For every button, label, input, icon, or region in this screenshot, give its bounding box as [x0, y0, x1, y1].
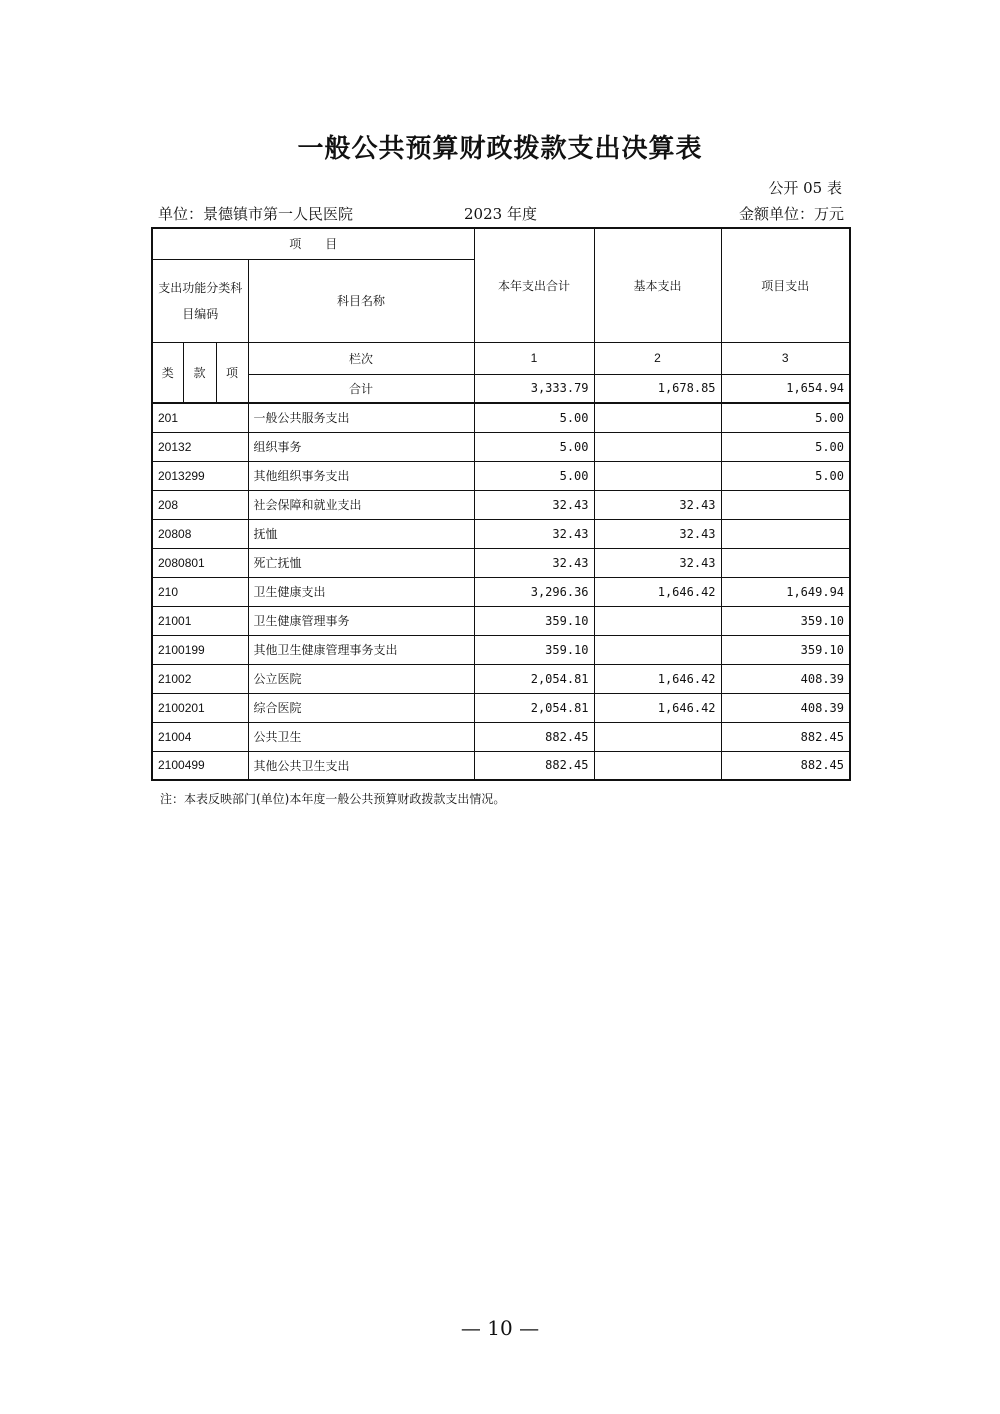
row-total: 5.00	[474, 403, 594, 432]
row-code: 210	[152, 577, 248, 606]
row-basic	[594, 751, 721, 780]
header-basic: 基本支出	[594, 228, 721, 342]
row-code: 2080801	[152, 548, 248, 577]
row-project: 5.00	[721, 461, 850, 490]
row-total: 359.10	[474, 635, 594, 664]
row-subject-name: 其他公共卫生支出	[248, 751, 474, 780]
row-project: 1,649.94	[721, 577, 850, 606]
row-basic: 1,646.42	[594, 664, 721, 693]
report-meta	[158, 203, 844, 225]
row-subject-name: 其他组织事务支出	[248, 461, 474, 490]
row-subject-name: 公共卫生	[248, 722, 474, 751]
column-index-2: 2	[594, 342, 721, 374]
row-project: 882.45	[721, 751, 850, 780]
row-project: 5.00	[721, 403, 850, 432]
money-unit-label: 金额单位：万元	[738, 205, 844, 223]
table-row	[152, 432, 850, 461]
row-subject-name: 一般公共服务支出	[248, 403, 474, 432]
row-project: 359.10	[721, 606, 850, 635]
table-row	[152, 403, 850, 432]
row-basic: 1,646.42	[594, 693, 721, 722]
row-code: 21004	[152, 722, 248, 751]
table-row	[152, 461, 850, 490]
row-project	[721, 548, 850, 577]
row-project: 359.10	[721, 635, 850, 664]
row-code: 2100201	[152, 693, 248, 722]
year-label: 2023 年度	[464, 205, 537, 223]
row-total: 32.43	[474, 490, 594, 519]
row-subject-name: 组织事务	[248, 432, 474, 461]
row-total: 882.45	[474, 722, 594, 751]
row-basic: 32.43	[594, 519, 721, 548]
table-row	[152, 722, 850, 751]
row-code: 20808	[152, 519, 248, 548]
row-basic	[594, 635, 721, 664]
row-project: 408.39	[721, 693, 850, 722]
row-project: 882.45	[721, 722, 850, 751]
sum-project: 1,654.94	[721, 374, 850, 403]
table-row	[152, 519, 850, 548]
row-total: 5.00	[474, 432, 594, 461]
table-row	[152, 577, 850, 606]
row-basic: 1,646.42	[594, 577, 721, 606]
row-total: 359.10	[474, 606, 594, 635]
row-total: 32.43	[474, 548, 594, 577]
form-number: 公开 05 表	[768, 179, 842, 197]
sum-basic: 1,678.85	[594, 374, 721, 403]
row-total: 2,054.81	[474, 693, 594, 722]
row-code: 21001	[152, 606, 248, 635]
row-basic	[594, 432, 721, 461]
row-code: 2100499	[152, 751, 248, 780]
column-index-1: 1	[474, 342, 594, 374]
row-code: 21002	[152, 664, 248, 693]
header-item: 项 目	[152, 228, 474, 259]
row-total: 2,054.81	[474, 664, 594, 693]
table-row	[152, 693, 850, 722]
header-xiang: 项	[216, 342, 248, 403]
column-index-label: 栏次	[248, 342, 474, 374]
row-total: 882.45	[474, 751, 594, 780]
unit-label: 单位：景德镇市第一人民医院	[158, 205, 354, 223]
header-subject-name: 科目名称	[248, 259, 474, 342]
row-project: 5.00	[721, 432, 850, 461]
column-index-3: 3	[721, 342, 850, 374]
header-project: 项目支出	[721, 228, 850, 342]
row-basic: 32.43	[594, 548, 721, 577]
table-row	[152, 606, 850, 635]
row-subject-name: 死亡抚恤	[248, 548, 474, 577]
row-subject-name: 综合医院	[248, 693, 474, 722]
row-basic: 32.43	[594, 490, 721, 519]
page-title: 一般公共预算财政拨款支出决算表	[297, 134, 703, 164]
row-subject-name: 社会保障和就业支出	[248, 490, 474, 519]
header-code-group: 支出功能分类科目编码	[152, 259, 248, 342]
header-kuan: 款	[183, 342, 216, 403]
row-code: 2013299	[152, 461, 248, 490]
header-lei: 类	[152, 342, 183, 403]
row-subject-name: 卫生健康管理事务	[248, 606, 474, 635]
row-code: 208	[152, 490, 248, 519]
table-row	[152, 751, 850, 780]
row-total: 5.00	[474, 461, 594, 490]
row-code: 201	[152, 403, 248, 432]
table-row	[152, 548, 850, 577]
row-basic	[594, 403, 721, 432]
row-total: 32.43	[474, 519, 594, 548]
row-basic	[594, 461, 721, 490]
expenditure-table	[151, 227, 851, 781]
row-basic	[594, 606, 721, 635]
row-subject-name: 卫生健康支出	[248, 577, 474, 606]
table-row	[152, 635, 850, 664]
table-note: 注：本表反映部门(单位)本年度一般公共预算财政拨款支出情况。	[160, 792, 506, 806]
row-subject-name: 抚恤	[248, 519, 474, 548]
row-project	[721, 490, 850, 519]
row-subject-name: 公立医院	[248, 664, 474, 693]
row-project: 408.39	[721, 664, 850, 693]
row-total: 3,296.36	[474, 577, 594, 606]
row-code: 2100199	[152, 635, 248, 664]
table-row	[152, 664, 850, 693]
table-row	[152, 490, 850, 519]
sum-label: 合计	[248, 374, 474, 403]
header-total: 本年支出合计	[474, 228, 594, 342]
row-code: 20132	[152, 432, 248, 461]
row-basic	[594, 722, 721, 751]
row-subject-name: 其他卫生健康管理事务支出	[248, 635, 474, 664]
page-number: — 10 —	[460, 1316, 540, 1340]
row-project	[721, 519, 850, 548]
sum-total: 3,333.79	[474, 374, 594, 403]
